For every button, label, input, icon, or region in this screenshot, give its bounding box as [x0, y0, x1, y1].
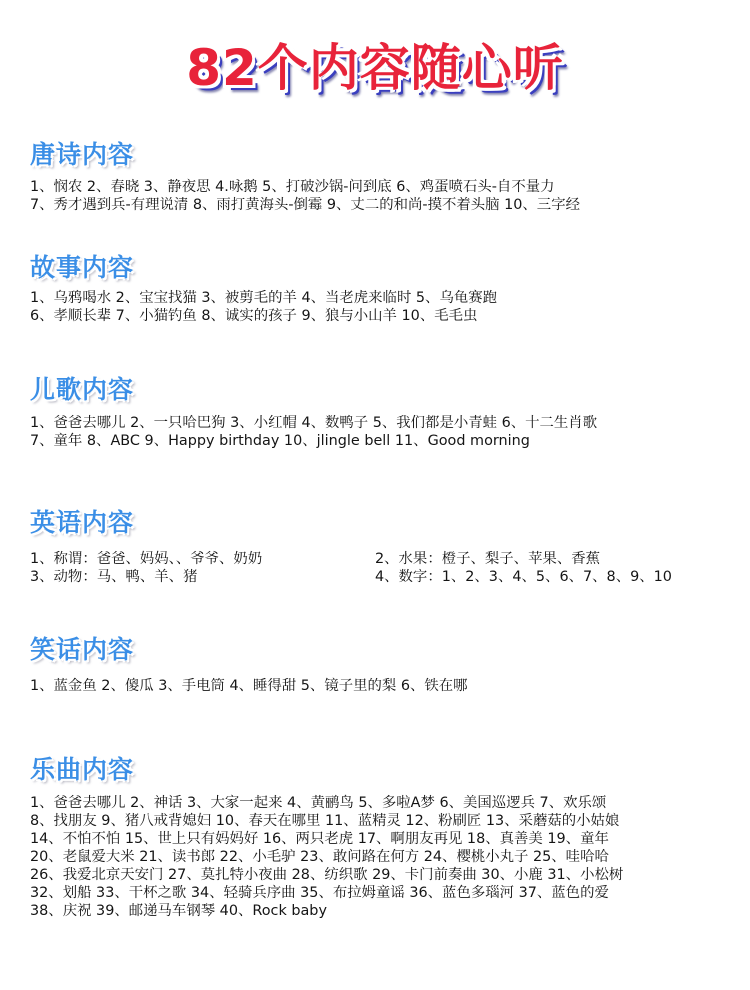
section-list-stories — [30, 289, 740, 325]
list-item: 1、蓝金鱼 2、傻瓜 3、手电筒 4、睡得甜 5、镜子里的梨 6、铁在哪 — [30, 678, 468, 694]
list-item: 1、称谓：爸爸、妈妈、、爷爷、奶奶 — [30, 551, 263, 567]
list-item: 3、动物：马、鸭、羊、猪 — [30, 569, 198, 585]
list-item: 2、水果：橙子、梨子、苹果、香蕉 — [375, 551, 601, 567]
list-item: 1、悯农 2、春晓 3、静夜思 4.咏鹅 5、打破沙锅-问到底 6、鸡蛋喷石头-自不量力 — [30, 179, 555, 195]
section-heading-jokes: 笑话内容 — [30, 635, 135, 664]
section-list-music — [30, 794, 740, 920]
page-title: 82个内容随心听 — [186, 39, 564, 97]
list-row — [30, 550, 740, 568]
list-item: 14、不怕不怕 15、世上只有妈妈好 16、两只老虎 17、啊朋友再见 18、真善美 19、童年 — [30, 831, 609, 847]
section-heading-english: 英语内容 — [30, 508, 135, 537]
list-item: 8、找朋友 9、猪八戒背媳妇 10、春天在哪里 11、蓝精灵 12、粉刷匠 13、采蘑菇的小姑娘 — [30, 813, 620, 829]
list-item: 38、庆祝 39、邮递马车钢琴 40、Rock baby — [30, 903, 327, 919]
list-item: 7、秀才遇到兵-有理说清 8、雨打黄海头-倒霉 9、丈二的和尚-摸不着头脑 10、三字经 — [30, 197, 580, 213]
list-item: 1、爸爸去哪儿 2、神话 3、大家一起来 4、黄鹂鸟 5、多啦A梦 6、美国巡逻兵 7、欢乐颂 — [30, 795, 607, 811]
list-item: 6、孝顺长辈 7、小猫钓鱼 8、诚实的孩子 9、狼与小山羊 10、毛毛虫 — [30, 308, 478, 324]
section-list-tang-poems — [30, 178, 740, 214]
section-heading-nursery-songs: 儿歌内容 — [30, 375, 135, 404]
list-item: 26、我爱北京天安门 27、莫扎特小夜曲 28、纺织歌 29、卡门前奏曲 30、小鹿 31、小松树 — [30, 867, 624, 883]
list-item: 7、童年 8、ABC 9、Happy birthday 10、jlingle bell 11、Good morning — [30, 433, 530, 449]
list-item: 1、乌鸦喝水 2、宝宝找猫 3、被剪毛的羊 4、当老虎来临时 5、乌龟赛跑 — [30, 290, 498, 306]
section-heading-tang-poems: 唐诗内容 — [30, 140, 135, 169]
section-list-english — [30, 550, 740, 586]
section-heading-music: 乐曲内容 — [30, 755, 135, 784]
section-list-jokes — [30, 677, 740, 695]
list-item: 1、爸爸去哪儿 2、一只哈巴狗 3、小红帽 4、数鸭子 5、我们都是小青蛙 6、十二生肖歌 — [30, 415, 598, 431]
list-row — [30, 568, 740, 586]
list-item: 4、数字：1、2、3、4、5、6、7、8、9、10 — [375, 569, 672, 585]
list-item: 20、老鼠爱大米 21、读书郎 22、小毛驴 23、敢问路在何方 24、樱桃小丸子 25、哇哈哈 — [30, 849, 609, 865]
list-item: 32、划船 33、干杯之歌 34、轻骑兵序曲 35、布拉姆童谣 36、蓝色多瑙河 37、蓝色的爱 — [30, 885, 609, 901]
section-heading-stories: 故事内容 — [30, 253, 135, 282]
section-list-nursery-songs — [30, 414, 740, 450]
